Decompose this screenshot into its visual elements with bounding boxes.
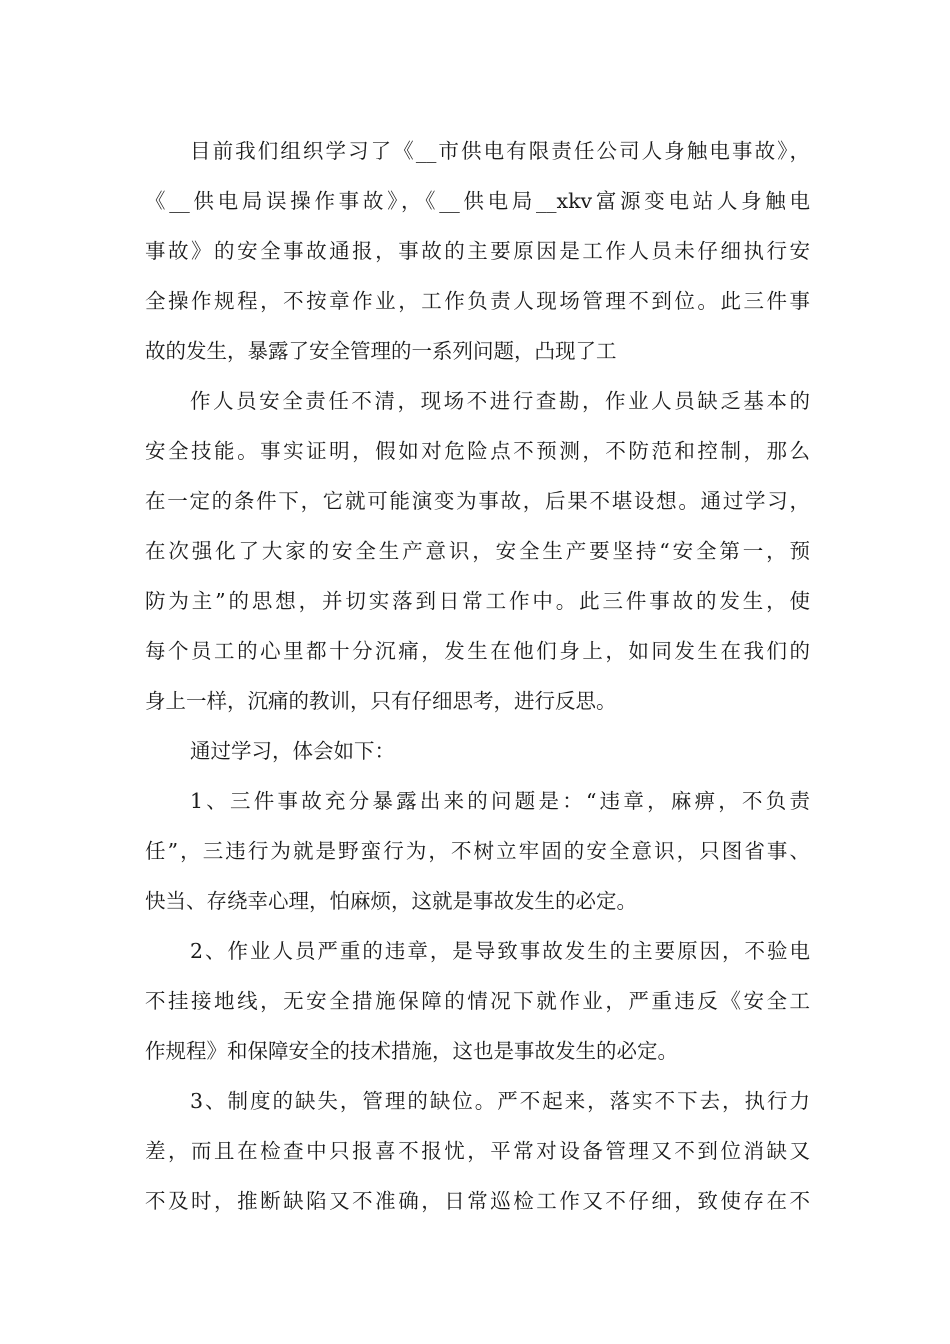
text-line: 在一定的条件下，它就可能演变为事故，后果不堪设想。通过学习，: [145, 489, 810, 513]
text-line: 全操作规程，不按章作业，工作负责人现场管理不到位。此三件事: [145, 289, 810, 313]
text-line: 1、三件事故充分暴露出来的问题是：“违章，麻痹，不负责: [190, 789, 810, 813]
text-line: 《__供电局误操作事故》，《__供电局__xkv富源变电站人身触电: [145, 189, 810, 213]
text-line: 事故》的安全事故通报，事故的主要原因是工作人员未仔细执行安: [145, 239, 810, 263]
text-line: 不及时，推断缺陷又不准确，日常巡检工作又不仔细，致使存在不: [145, 1189, 810, 1213]
text-line: 故的发生，暴露了安全管理的一系列问题，凸现了工: [145, 339, 617, 363]
text-line: 每个员工的心里都十分沉痛，发生在他们身上，如同发生在我们的: [145, 639, 810, 663]
text-line: 在次强化了大家的安全生产意识，安全生产要坚持“安全第一，预: [145, 539, 810, 563]
text-line: 防为主”的思想，并切实落到日常工作中。此三件事故的发生，使: [145, 589, 810, 613]
text-line: 快当、存绕幸心理，怕麻烦，这就是事故发生的必定。: [145, 889, 637, 913]
text-line: 不挂接地线，无安全措施保障的情况下就作业，严重违反《安全工: [145, 989, 810, 1013]
text-line: 身上一样，沉痛的教训，只有仔细思考，进行反思。: [145, 689, 617, 713]
text-line: 3、制度的缺失，管理的缺位。严不起来，落实不下去，执行力: [190, 1089, 810, 1113]
text-line: 安全技能。事实证明，假如对危险点不预测，不防范和控制，那么: [145, 439, 810, 463]
text-line: 作规程》和保障安全的技术措施，这也是事故发生的必定。: [145, 1039, 678, 1063]
text-line: 通过学习，体会如下：: [190, 739, 395, 763]
text-line: 任”，三违行为就是野蛮行为，不树立牢固的安全意识，只图省事、: [145, 839, 810, 863]
text-line: 作人员安全责任不清，现场不进行查勘，作业人员缺乏基本的: [190, 389, 810, 413]
text-line: 差，而且在检查中只报喜不报忧，平常对设备管理又不到位消缺又: [145, 1139, 810, 1163]
text-line: 目前我们组织学习了《__市供电有限责任公司人身触电事故》，: [190, 139, 810, 163]
text-line: 2、作业人员严重的违章，是导致事故发生的主要原因，不验电: [190, 939, 810, 963]
